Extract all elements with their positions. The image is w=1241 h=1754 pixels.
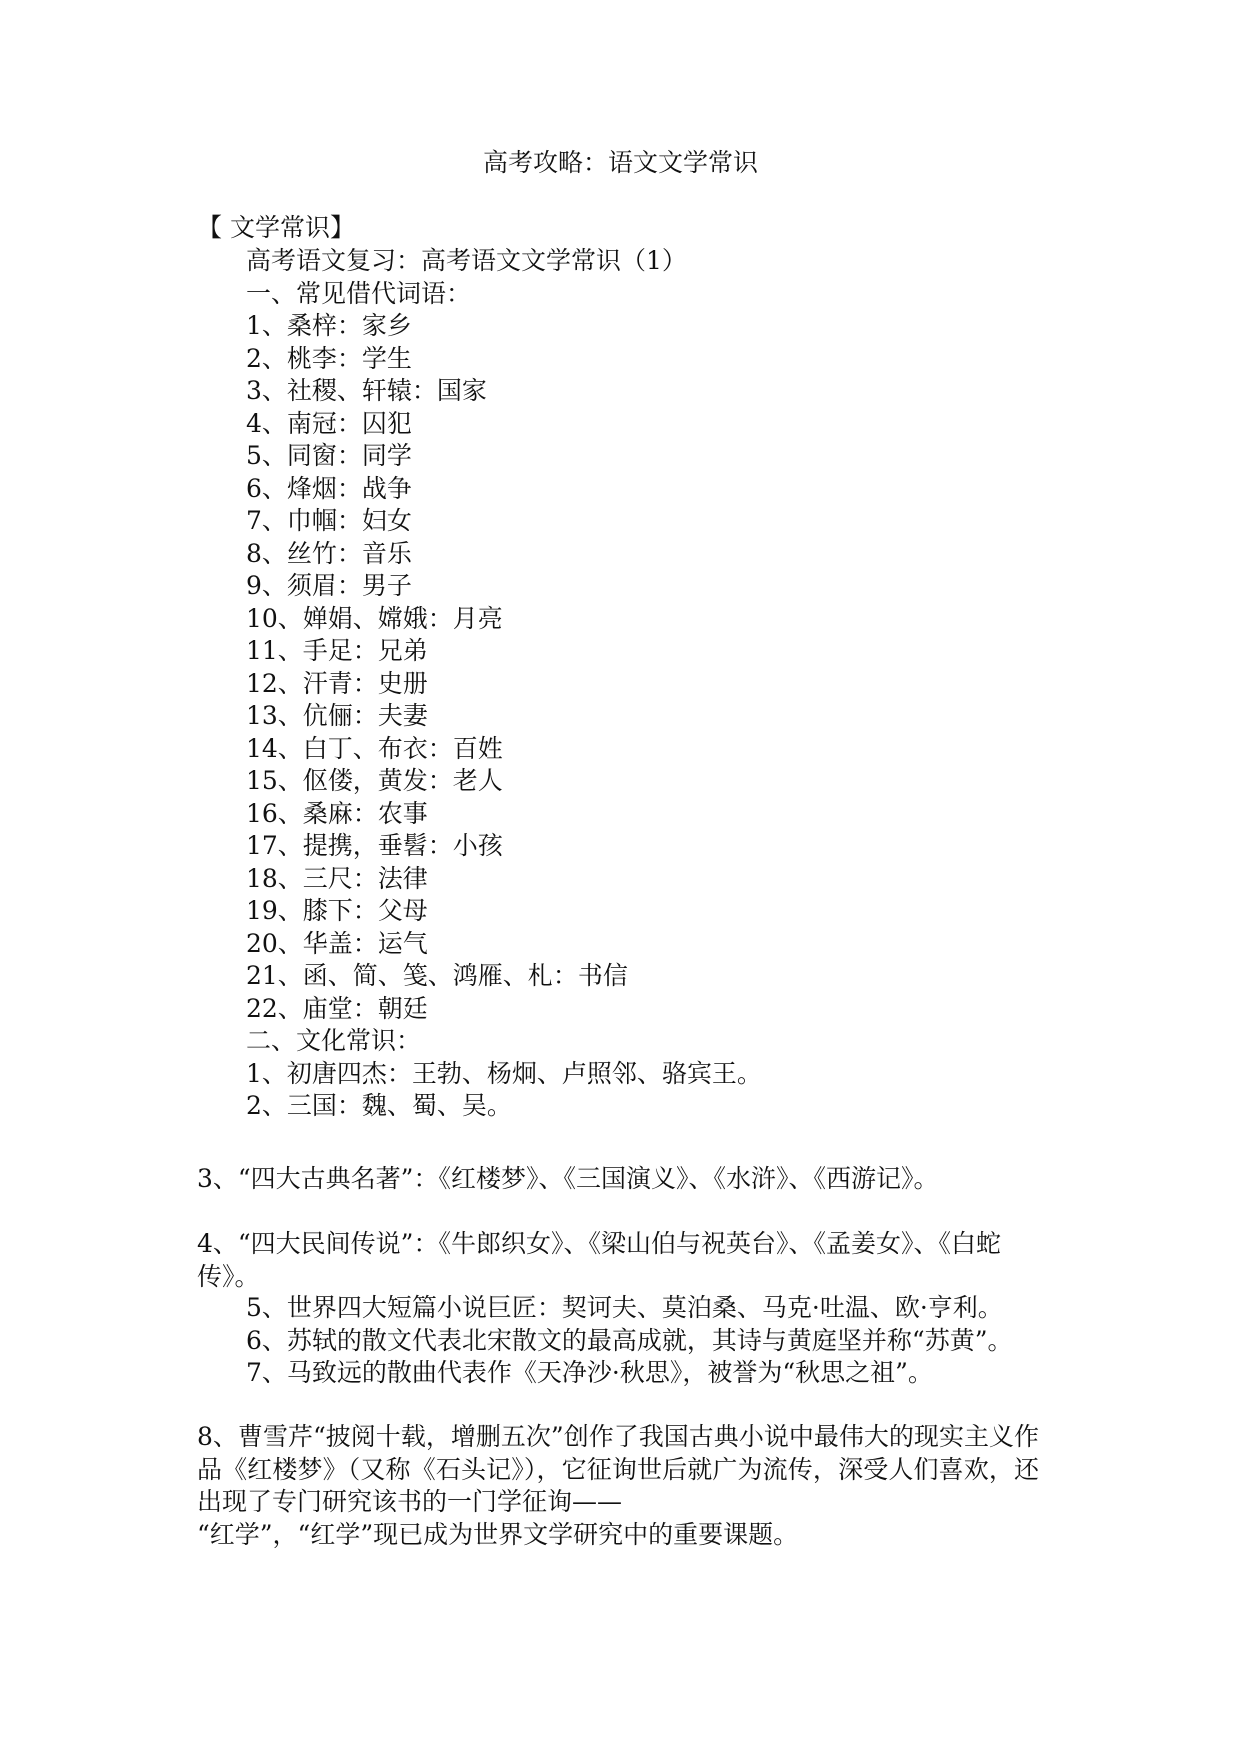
list-item: 7、马致远的散曲代表作《天净沙·秋思》，被誉为“秋思之祖”。 — [246, 1358, 933, 1387]
paragraph-item-3: 3、“四大古典名著”：《红楼梦》、《三国演义》、《水浒》、《西游记》。 — [197, 1164, 939, 1193]
document-title: 高考攻略：语文文学常识 — [482, 148, 758, 177]
list-item: 16、桑麻：农事 — [246, 798, 428, 828]
list-item: 5、世界四大短篇小说巨匠：契诃夫、莫泊桑、马克·吐温、欧·亨利。 — [246, 1293, 1003, 1322]
list-item: 13、伉俪：夫妻 — [246, 701, 428, 730]
list-item: 21、函、简、笺、鸿雁、札：书信 — [246, 961, 628, 990]
intro-line: 高考语文复习：高考语文文学常识（1） — [246, 246, 687, 275]
list-item: 12、汗青：史册 — [246, 668, 428, 698]
paragraph-item-4: 4、“四大民间传说”：《牛郎织女》、《梁山伯与祝英台》、《孟姜女》、《白蛇传》。 — [197, 1229, 1001, 1291]
part2-heading: 二、文化常识： — [246, 1026, 422, 1055]
list-item: 22、庙堂：朝廷 — [246, 993, 428, 1023]
part1-heading: 一、常见借代词语： — [246, 278, 472, 308]
list-item: 9、须眉：男子 — [246, 571, 412, 600]
list-item: 4、南冠：囚犯 — [246, 408, 412, 438]
list-item: 6、苏轼的散文代表北宋散文的最高成就，其诗与黄庭坚并称“苏黄”。 — [246, 1325, 1013, 1355]
list-item: 17、提携，垂髫：小孩 — [246, 831, 503, 860]
item-8-text: 8、曹雪芹“披阅十载，增删五次”创作了我国古典小说中最伟大的现实主义作品《红楼梦》（又称《石头记》），它征询世后就广为流传，深受人们喜欢，还出现了专门研究该书的一门学征询—— — [197, 1422, 1039, 1516]
list-item: 6、烽烟：战争 — [246, 473, 412, 503]
indented-items-5-7 — [246, 1292, 1012, 1390]
list-item: 20、华盖：运气 — [246, 928, 428, 958]
section-header: 【 文学常识】 — [197, 213, 355, 242]
item-8-tail: “红学”，“红学”现已成为世界文学研究中的重要课题。 — [197, 1519, 799, 1549]
list-item: 7、巾帼：妇女 — [246, 506, 412, 535]
list-item: 18、三尺：法律 — [246, 863, 428, 893]
list-item: 10、婵娟、嫦娥：月亮 — [246, 603, 503, 633]
list-item: 2、三国：魏、蜀、吴。 — [246, 1091, 512, 1120]
list-item: 15、伛偻，黄发：老人 — [246, 766, 503, 795]
list-item: 3、社稷、轩辕：国家 — [246, 376, 487, 405]
list-item: 2、桃李：学生 — [246, 343, 412, 373]
indented-content — [246, 245, 762, 1123]
list-item: 14、白丁、布衣：百姓 — [246, 733, 503, 763]
list-item: 1、初唐四杰：王勃、杨炯、卢照邻、骆宾王。 — [246, 1058, 762, 1088]
paragraph-item-8 — [197, 1421, 1039, 1551]
list-item: 5、同窗：同学 — [246, 441, 412, 470]
list-item: 11、手足：兄弟 — [246, 636, 428, 665]
list-item: 1、桑梓：家乡 — [246, 311, 412, 340]
list-item: 8、丝竹：音乐 — [246, 538, 412, 568]
list-item: 19、膝下：父母 — [246, 896, 428, 925]
